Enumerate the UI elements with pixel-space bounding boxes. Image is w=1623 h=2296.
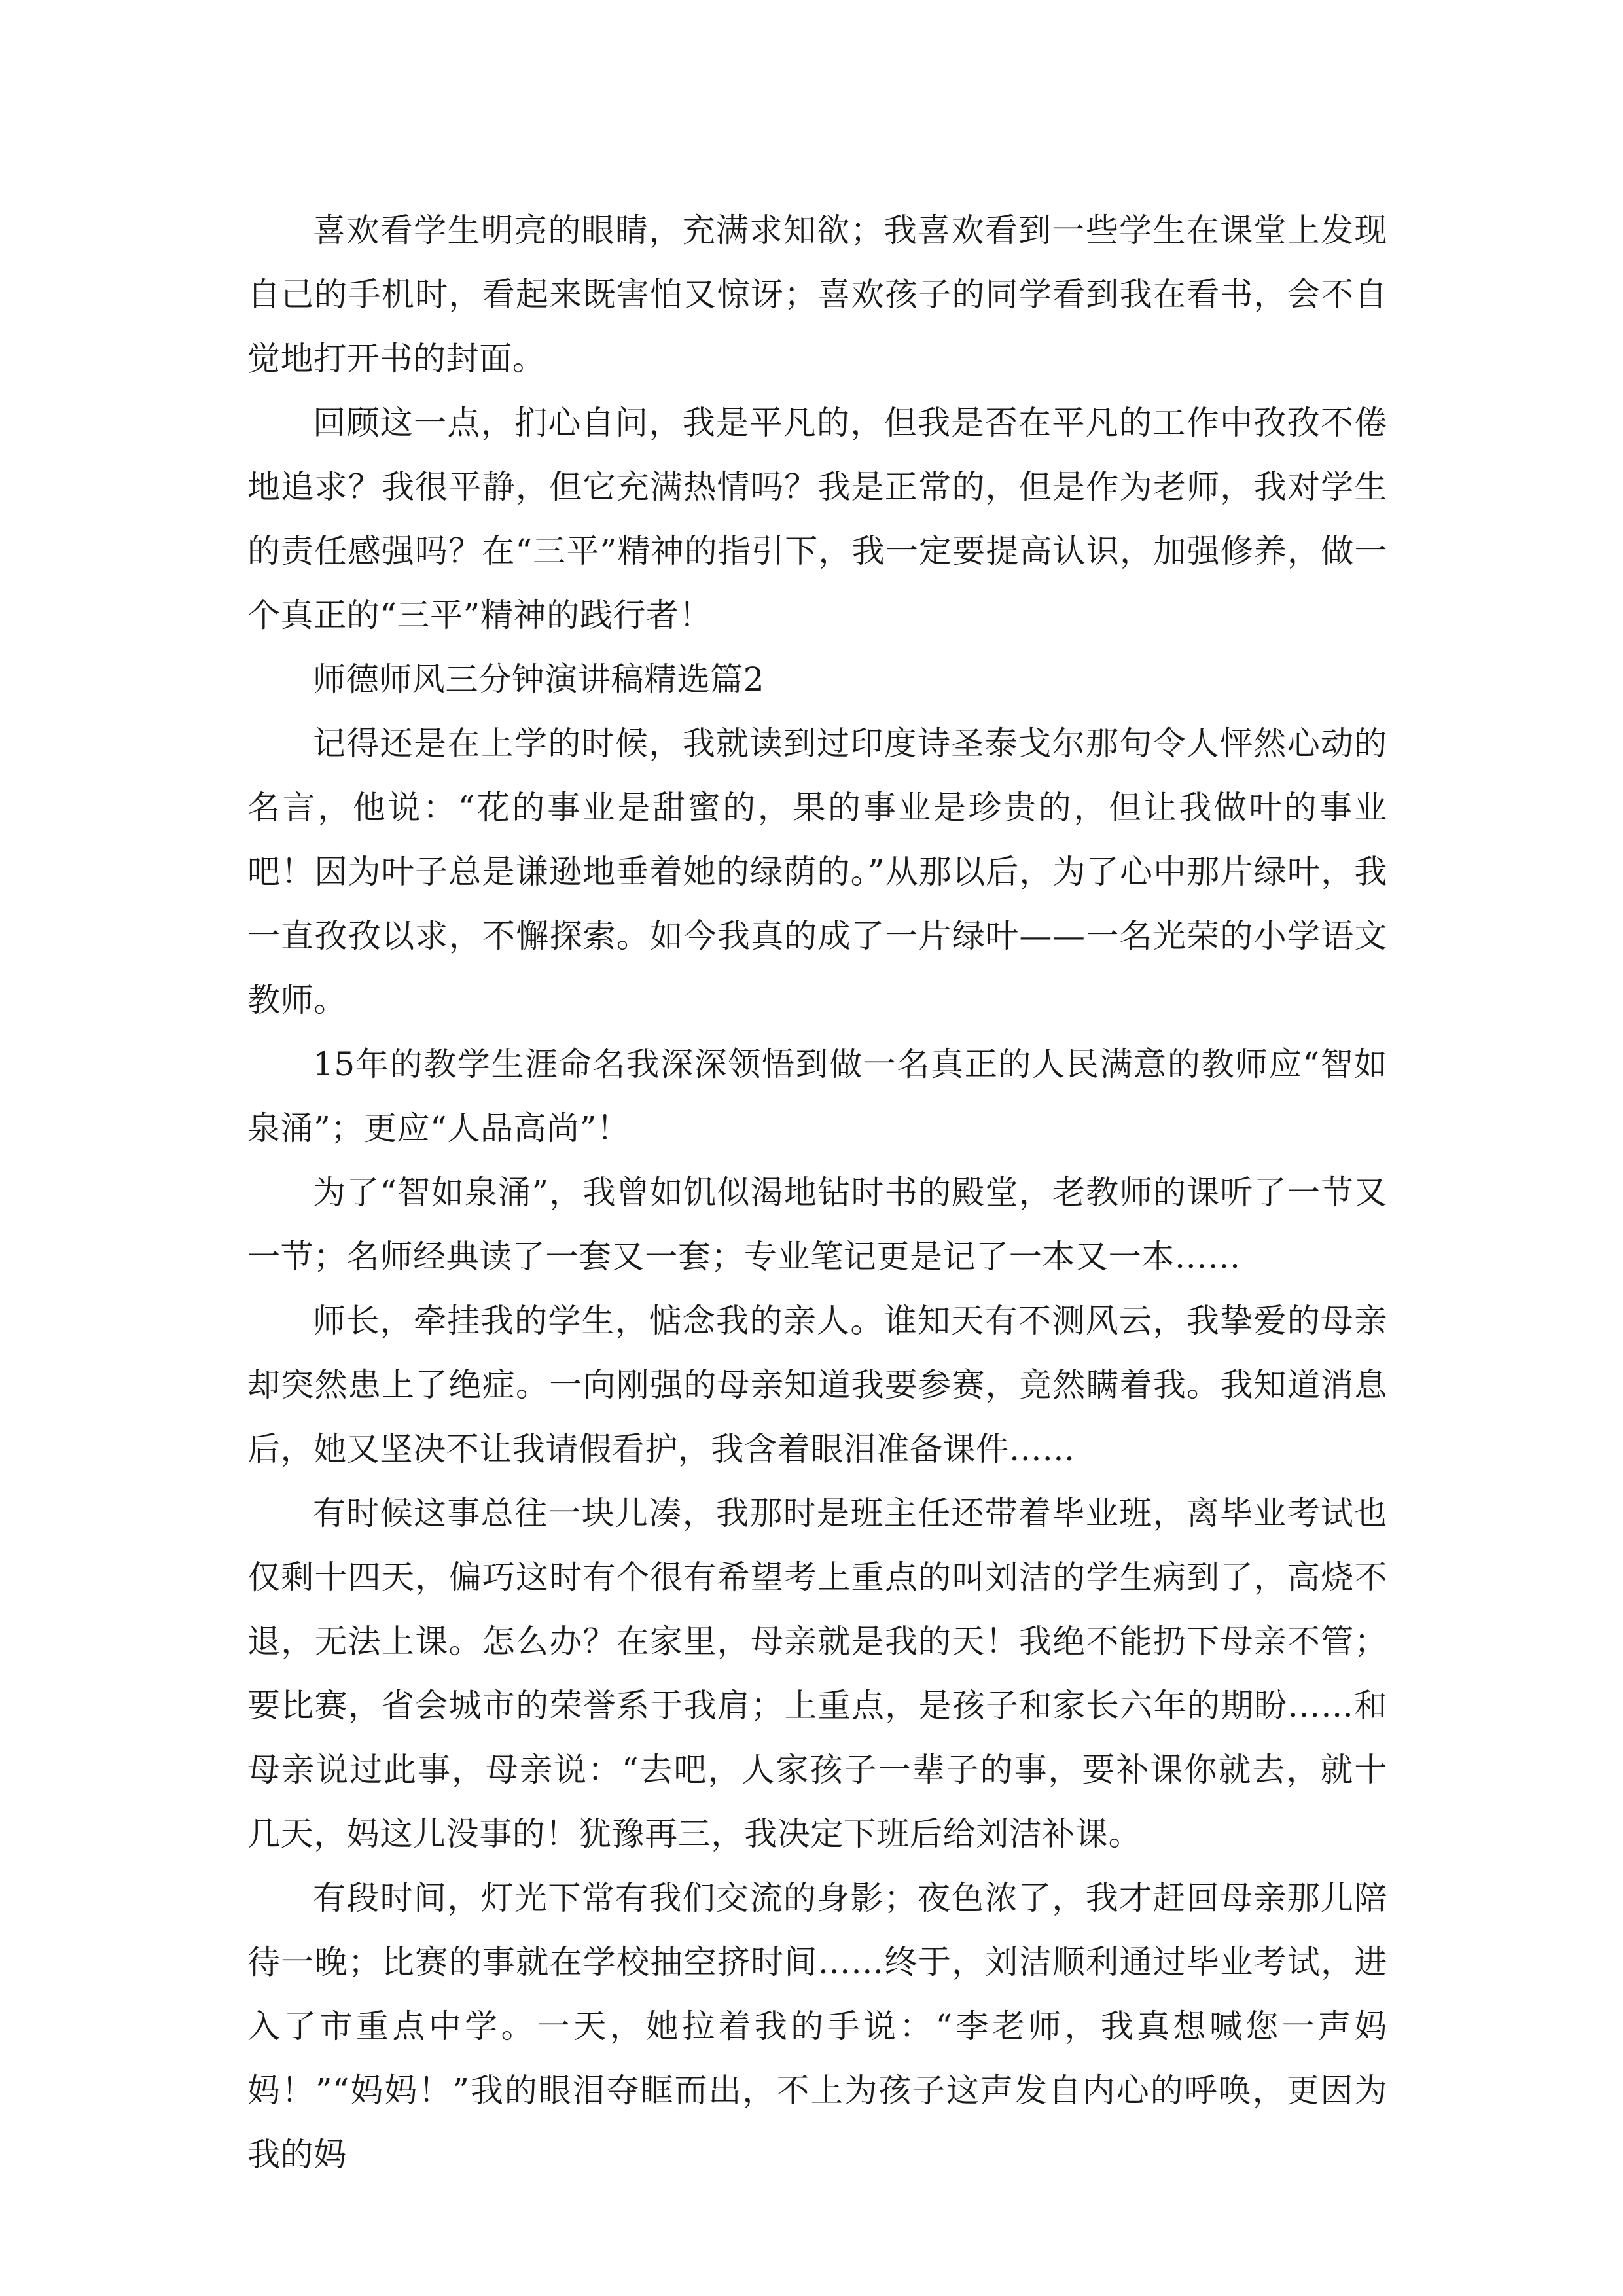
paragraph-3: 记得还是在上学的时候，我就读到过印度诗圣泰戈尔那句令人怦然心动的名言，他说：“花的事业是甜蜜的，果的事业是珍贵的，但让我做叶的事业吧！因为叶子总是谦逊地垂着她的绿荫的。”从那以后，为了心中那片绿叶，我一直孜孜以求，不懈探索。如今我真的成了一片绿叶——一名光荣的小学语文教师。: [247, 725, 1387, 1019]
paragraph-7: 有时候这事总往一块儿凑，我那时是班主任还带着毕业班，离毕业考试也仅剩十四天，偏巧这时有个很有希望考上重点的叫刘洁的学生病到了，高烧不退，无法上课。怎么办？在家里，母亲就是我的天！我绝不能扔下母亲不管；要比赛，省会城市的荣誉系于我肩；上重点，是孩子和家长六年的期盼……和母亲说过此事，母亲说：“去吧，人家孩子一辈子的事，要补课你就去，就十几天，妈这儿没事的！犹豫再三，我决定下班后给刘洁补课。: [247, 1494, 1387, 1853]
paragraph-4: 15年的教学生涯命名我深深领悟到做一名真正的人民满意的教师应“智如泉涌”；更应“人品高尚”！: [247, 1045, 1387, 1147]
document-body: [247, 198, 1387, 2187]
paragraph-1: 喜欢看学生明亮的眼睛，充满求知欲；我喜欢看到一些学生在课堂上发现自己的手机时，看起来既害怕又惊讶；喜欢孩子的同学看到我在看书，会不自觉地打开书的封面。: [247, 211, 1387, 378]
paragraph-8: 有段时间，灯光下常有我们交流的身影；夜色浓了，我才赶回母亲那儿陪待一晚；比赛的事就在学校抽空挤时间……终于，刘洁顺利通过毕业考试，进入了市重点中学。一天，她拉着我的手说：“李老师，我真想喊您一声妈妈！”“妈妈！”我的眼泪夺眶而出，不上为孩子这声发自内心的呼唤，更因为我的妈: [247, 1879, 1387, 2174]
paragraph-2: 回顾这一点，扪心自问，我是平凡的，但我是否在平凡的工作中孜孜不倦地追求？我很平静，但它充满热情吗？我是正常的，但是作为老师，我对学生的责任感强吗？在“三平”精神的指引下，我一定要提高认识，加强修养，做一个真正的“三平”精神的践行者！: [247, 404, 1387, 634]
section-heading: 师德师风三分钟演讲稿精选篇2: [313, 660, 765, 698]
paragraph-6: 师长，牵挂我的学生，惦念我的亲人。谁知天有不测风云，我挚爱的母亲却突然患上了绝症。一向刚强的母亲知道我要参赛，竟然瞒着我。我知道消息后，她又坚决不让我请假看护，我含着眼泪准备课件……: [247, 1302, 1387, 1468]
paragraph-5: 为了“智如泉涌”，我曾如饥似渴地钻时书的殿堂，老教师的课听了一节又一节；名师经典读了一套又一套；专业笔记更是记了一本又一本……: [247, 1174, 1387, 1276]
